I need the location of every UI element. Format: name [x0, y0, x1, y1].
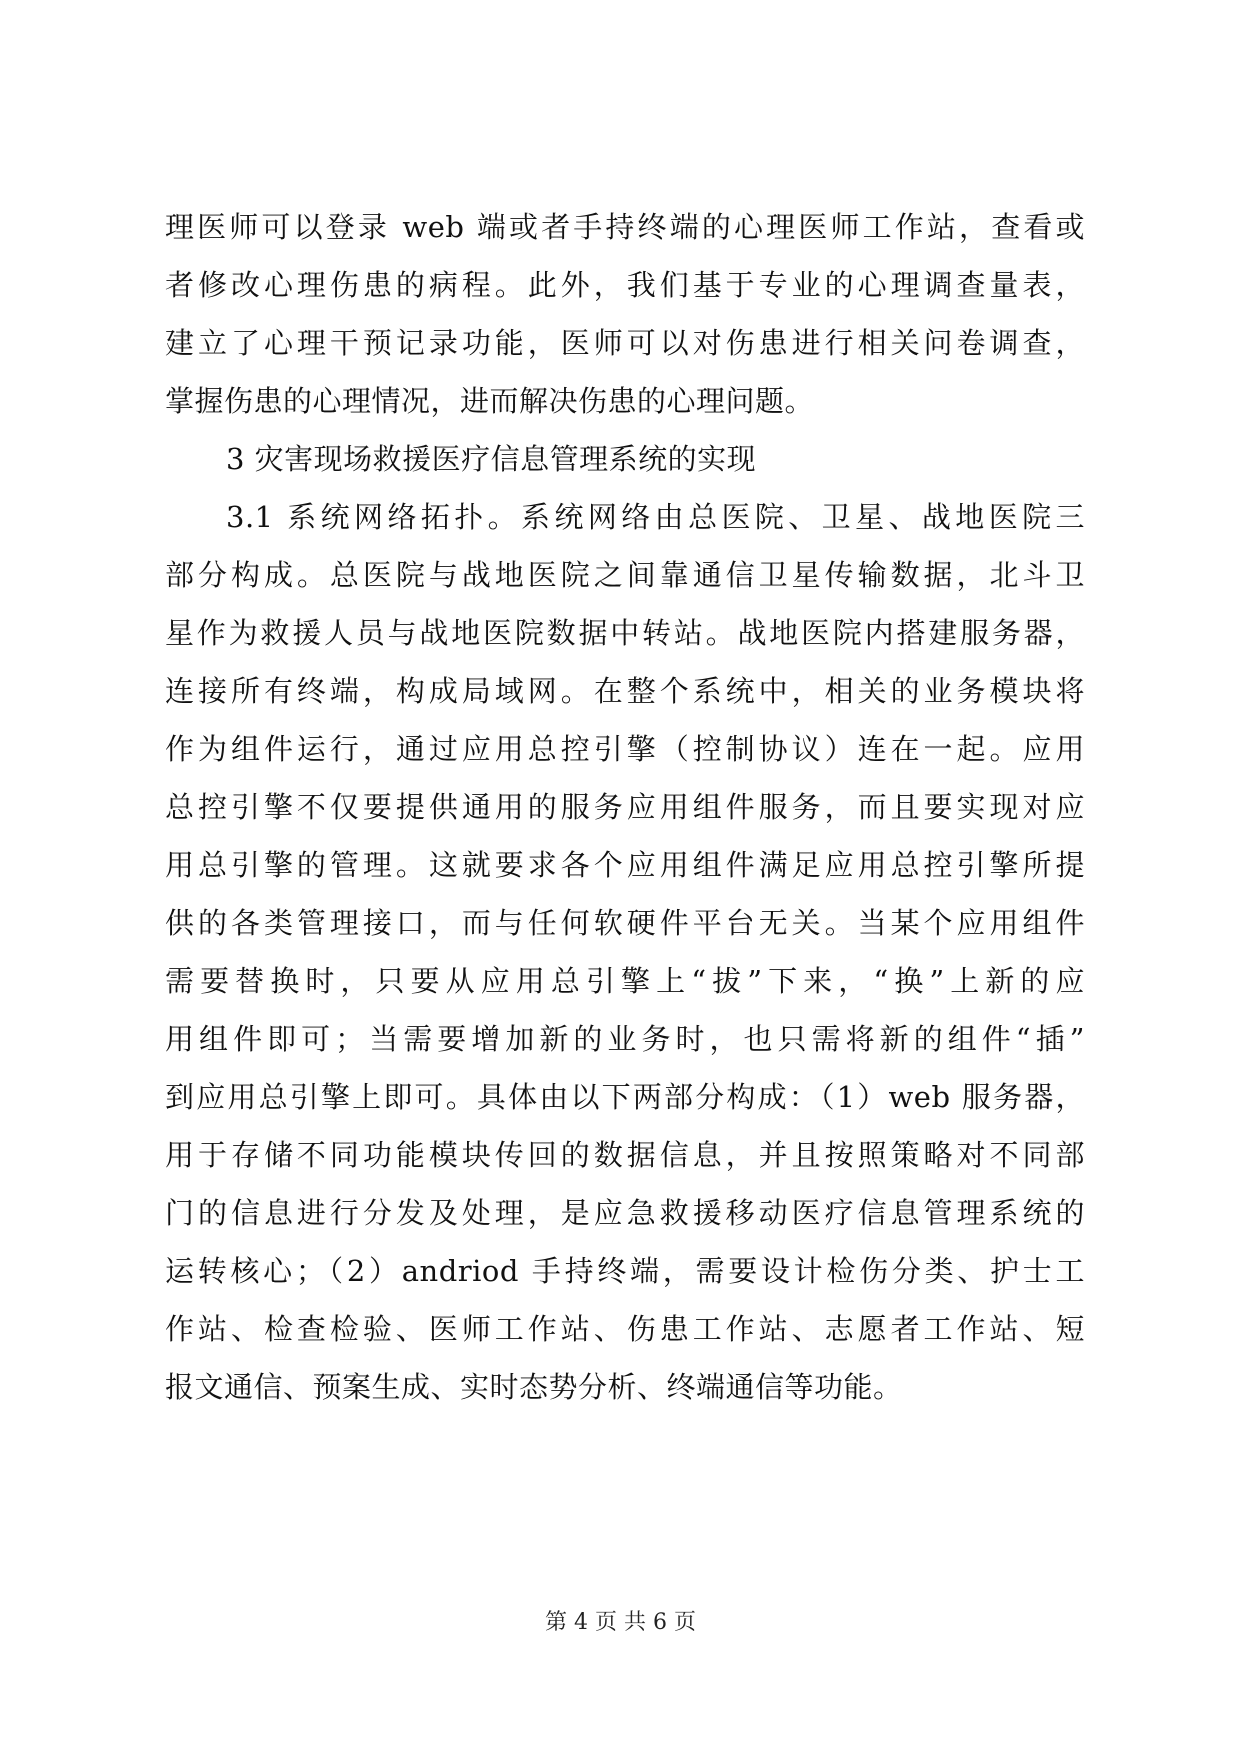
text-line-13: 供的各类管理接口，而与任何软硬件平台无关。当某个应用组件 — [165, 906, 1085, 940]
text-line-20: 作站、检查检验、医师工作站、伤患工作站、志愿者工作站、短 — [165, 1312, 1085, 1346]
text-line-17: 用于存储不同功能模块传回的数据信息，并且按照策略对不同部 — [165, 1138, 1085, 1172]
text-line-8: 星作为救援人员与战地医院数据中转站。战地医院内搭建服务器， — [165, 616, 1085, 650]
text-line-4: 掌握伤患的心理情况，进而解决伤患的心理问题。 — [165, 384, 815, 418]
text-line-6: 3.1 系统网络拓扑。系统网络由总医院、卫星、战地医院三 — [226, 500, 1085, 534]
text-line-9: 连接所有终端，构成局域网。在整个系统中，相关的业务模块将 — [165, 674, 1085, 708]
page-footer: 第 4 页 共 6 页 — [545, 1610, 696, 1635]
text-line-15: 用组件即可；当需要增加新的业务时，也只需将新的组件“插” — [165, 1022, 1085, 1056]
text-line-18: 门的信息进行分发及处理，是应急救援移动医疗信息管理系统的 — [165, 1196, 1085, 1230]
text-line-19: 运转核心；（2）andriod 手持终端，需要设计检伤分类、护士工 — [165, 1254, 1085, 1288]
text-line-12: 用总引擎的管理。这就要求各个应用组件满足应用总控引擎所提 — [165, 848, 1085, 882]
text-line-16: 到应用总引擎上即可。具体由以下两部分构成：（1）web 服务器， — [165, 1080, 1085, 1114]
text-line-11: 总控引擎不仅要提供通用的服务应用组件服务，而且要实现对应 — [165, 790, 1085, 824]
text-line-3: 建立了心理干预记录功能，医师可以对伤患进行相关问卷调查， — [165, 326, 1085, 360]
section-heading: 3 灾害现场救援医疗信息管理系统的实现 — [226, 442, 757, 476]
text-line-7: 部分构成。总医院与战地医院之间靠通信卫星传输数据，北斗卫 — [165, 558, 1085, 592]
text-line-14: 需要替换时，只要从应用总引擎上“拔”下来，“换”上新的应 — [165, 964, 1085, 998]
text-line-1: 理医师可以登录 web 端或者手持终端的心理医师工作站，查看或 — [165, 210, 1085, 244]
text-line-2: 者修改心理伤患的病程。此外，我们基于专业的心理调查量表， — [165, 268, 1085, 302]
text-line-10: 作为组件运行，通过应用总控引擎（控制协议）连在一起。应用 — [165, 732, 1085, 766]
text-line-21: 报文通信、预案生成、实时态势分析、终端通信等功能。 — [165, 1370, 903, 1404]
